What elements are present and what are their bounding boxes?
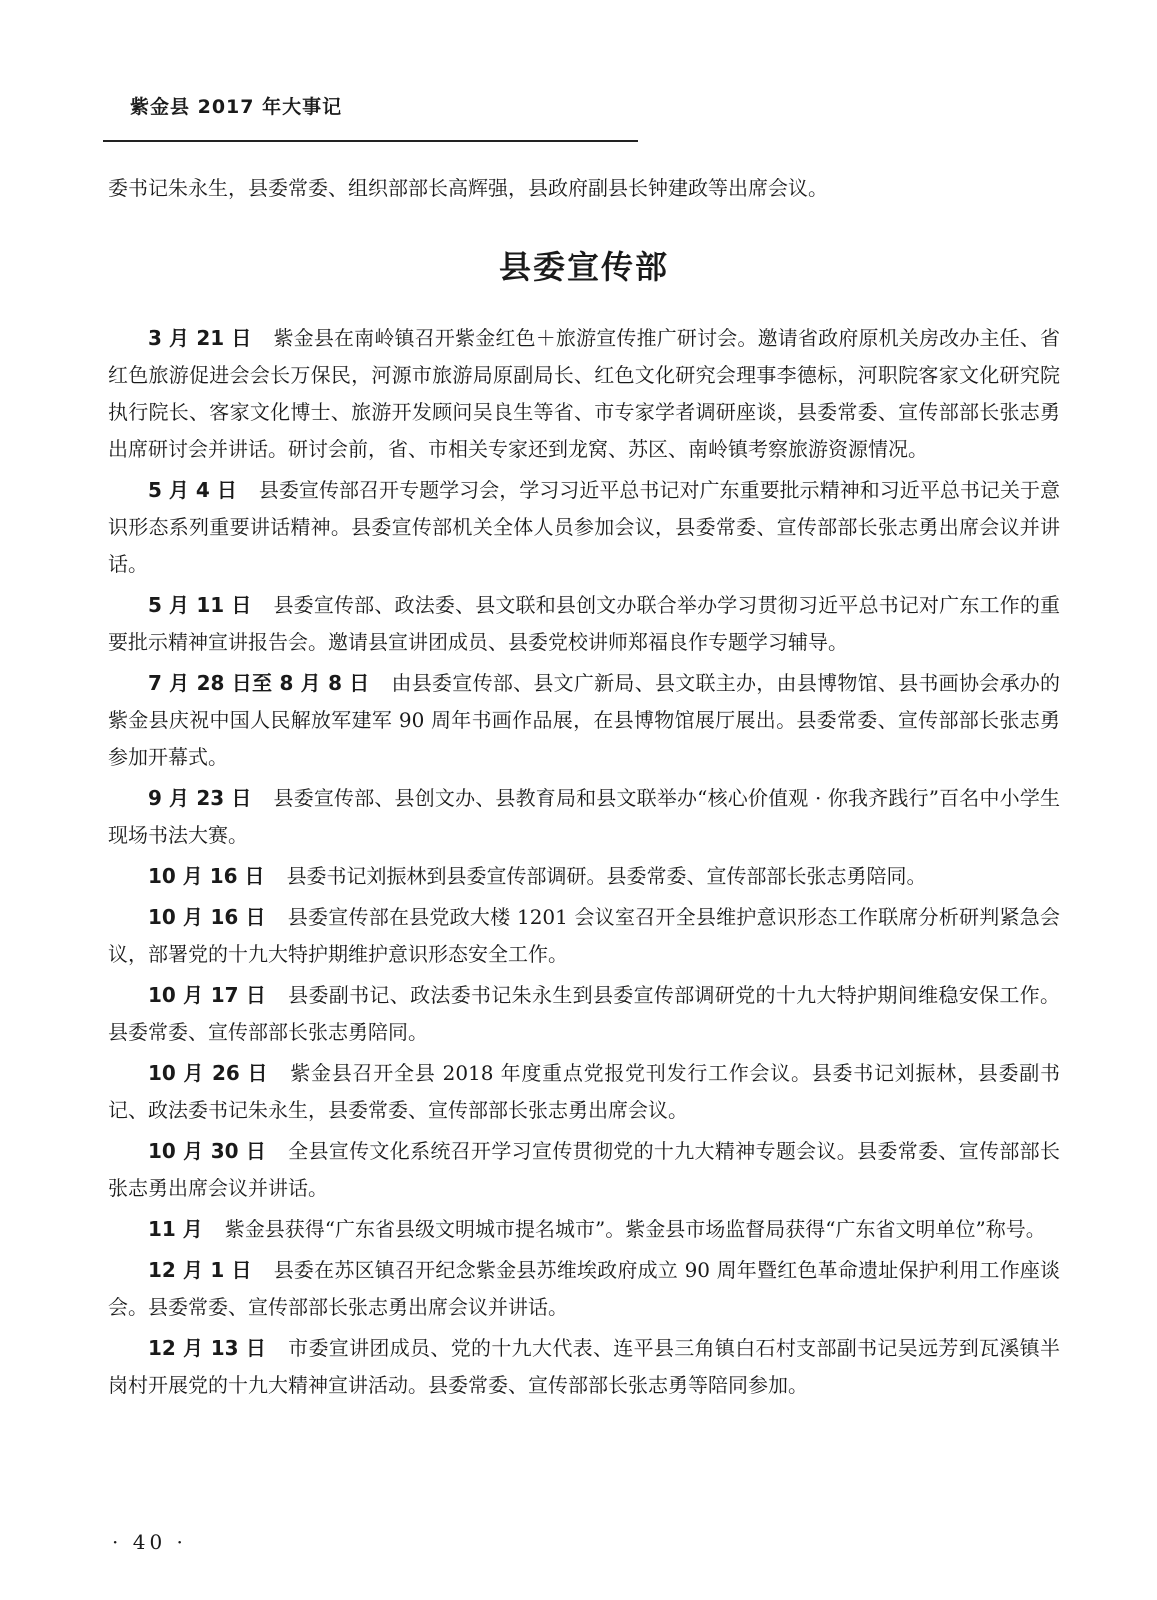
entry-date: 5 月 11 日 bbox=[148, 593, 252, 617]
entry-text: 紫金县获得“广东省县级文明城市提名城市”。紫金县市场监督局获得“广东省文明单位”称号。 bbox=[224, 1217, 1046, 1241]
entry-text: 全县宣传文化系统召开学习宣传贯彻党的十九大精神专题会议。县委常委、宣传部部长张志勇出席会议并讲话。 bbox=[108, 1139, 1060, 1200]
entry bbox=[108, 587, 1060, 661]
entry bbox=[108, 899, 1060, 973]
body-text bbox=[108, 170, 1060, 1408]
entry bbox=[108, 472, 1060, 583]
entry-text: 市委宣讲团成员、党的十九大代表、连平县三角镇白石村支部副书记吴远芳到瓦溪镇半岗村开展党的十九大精神宣讲活动。县委常委、宣传部部长张志勇等陪同参加。 bbox=[108, 1336, 1060, 1397]
entry bbox=[108, 1211, 1060, 1248]
entry-text: 县委在苏区镇召开纪念紫金县苏维埃政府成立 90 周年暨红色革命遗址保护利用工作座谈会。县委常委、宣传部部长张志勇出席会议并讲话。 bbox=[108, 1258, 1061, 1319]
entry-date: 5 月 4 日 bbox=[148, 478, 237, 502]
entry-text: 县委宣传部在县党政大楼 1201 会议室召开全县维护意识形态工作联席分析研判紧急会议，部署党的十九大特护期维护意识形态安全工作。 bbox=[108, 905, 1060, 966]
entry-date: 3 月 21 日 bbox=[148, 326, 252, 350]
entry-text: 县委书记刘振林到县委宣传部调研。县委常委、宣传部部长张志勇陪同。 bbox=[286, 864, 927, 888]
entry-date: 10 月 30 日 bbox=[148, 1139, 267, 1163]
entry-date: 10 月 16 日 bbox=[148, 905, 266, 929]
entry bbox=[108, 665, 1060, 776]
entry-text: 紫金县在南岭镇召开紫金红色＋旅游宣传推广研讨会。邀请省政府原机关房改办主任、省红色旅游促进会会长万保民，河源市旅游局原副局长、红色文化研究会理事李德标，河职院客家文化研究院执行院长、客家文化博士、旅游开发顾问吴良生等省、市专家学者调研座谈，县委常委、宣传部部长张志勇出席研讨会并讲话。研讨会前，省、市相关专家还到龙窝、苏区、南岭镇考察旅游资源情况。 bbox=[108, 326, 1061, 461]
entry-date: 10 月 26 日 bbox=[148, 1061, 269, 1085]
entry bbox=[108, 858, 1060, 895]
entry-date: 10 月 16 日 bbox=[148, 864, 265, 888]
running-header: 紫金县 2017 年大事记 bbox=[130, 96, 343, 118]
page-number: · 40 · bbox=[112, 1530, 187, 1554]
entry bbox=[108, 1133, 1060, 1207]
section-title: 县委宣传部 bbox=[498, 248, 669, 286]
entry bbox=[108, 780, 1060, 854]
header-rule bbox=[103, 140, 638, 142]
entry-date: 12 月 13 日 bbox=[148, 1336, 267, 1360]
entry-date: 10 月 17 日 bbox=[148, 983, 267, 1007]
entry bbox=[108, 320, 1060, 468]
entry-text: 县委宣传部、县创文办、县教育局和县文联举办“核心价值观 · 你我齐践行”百名中小学生现场书法大赛。 bbox=[108, 786, 1060, 847]
entry bbox=[108, 1330, 1060, 1404]
entry-date: 9 月 23 日 bbox=[148, 786, 252, 810]
entry-text: 县委宣传部、政法委、县文联和县创文办联合举办学习贯彻习近平总书记对广东工作的重要批示精神宣讲报告会。邀请县宣讲团成员、县委党校讲师郑福良作专题学习辅导。 bbox=[108, 593, 1061, 654]
entry-text: 县委副书记、政法委书记朱永生到县委宣传部调研党的十九大特护期间维稳安保工作。县委常委、宣传部部长张志勇陪同。 bbox=[108, 983, 1060, 1044]
entry bbox=[108, 1055, 1060, 1129]
entry-text: 紫金县召开全县 2018 年度重点党报党刊发行工作会议。县委书记刘振林，县委副书记、政法委书记朱永生，县委常委、宣传部部长张志勇出席会议。 bbox=[108, 1061, 1060, 1122]
entry-text: 由县委宣传部、县文广新局、县文联主办，由县博物馆、县书画协会承办的紫金县庆祝中国人民解放军建军 90 周年书画作品展，在县博物馆展厅展出。县委常委、宣传部部长张志勇参加开幕式。 bbox=[108, 671, 1061, 769]
entry-date: 11 月 bbox=[148, 1217, 203, 1241]
entry bbox=[108, 1252, 1060, 1326]
entry-date: 7 月 28 日至 8 月 8 日 bbox=[148, 671, 370, 695]
entry bbox=[108, 977, 1060, 1051]
intro-paragraph: 委书记朱永生，县委常委、组织部部长高辉强，县政府副县长钟建政等出席会议。 bbox=[108, 176, 828, 200]
entry-text: 县委宣传部召开专题学习会，学习习近平总书记对广东重要批示精神和习近平总书记关于意识形态系列重要讲话精神。县委宣传部机关全体人员参加会议，县委常委、宣传部部长张志勇出席会议并讲话。 bbox=[108, 478, 1060, 576]
entry-date: 12 月 1 日 bbox=[148, 1258, 252, 1282]
